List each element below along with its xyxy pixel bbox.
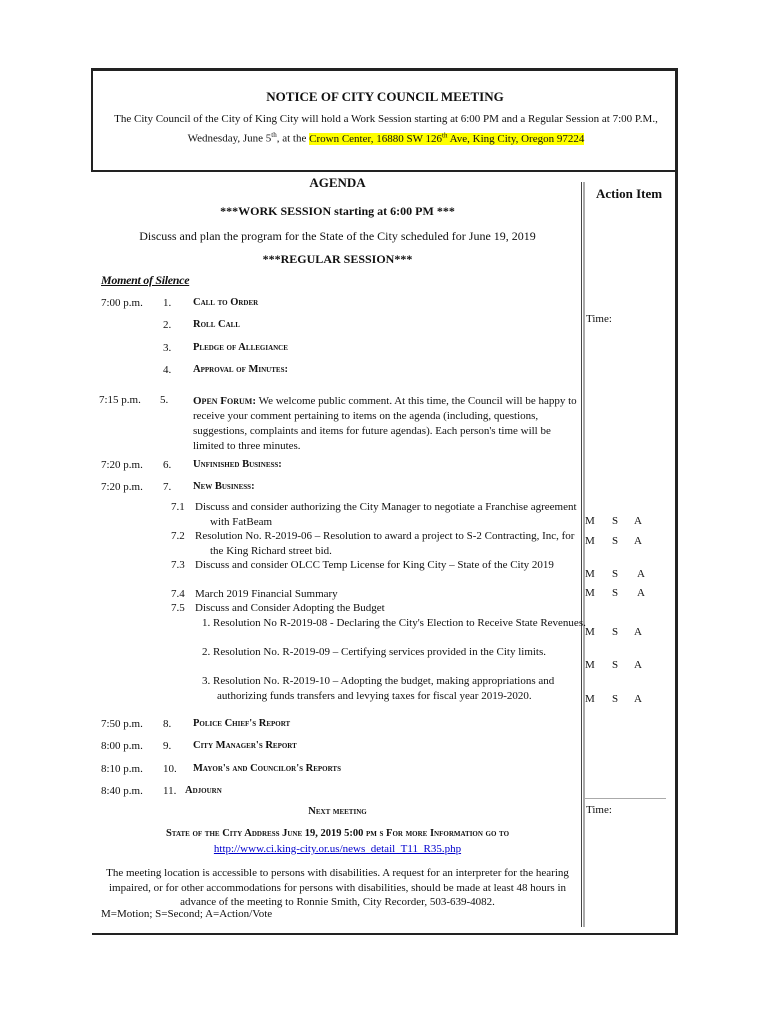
meeting-location	[309, 133, 584, 145]
item-6-label: Unfinished Business:	[193, 459, 282, 470]
motion-mark: M	[585, 515, 595, 527]
item-11-label: Adjourn	[185, 785, 222, 796]
item-1-number: 1.	[163, 297, 172, 309]
location-suffix: th	[442, 131, 448, 139]
item-5-time: 7:15 p.m.	[99, 394, 141, 406]
work-session-description: Discuss and plan the program for the State of the City scheduled for June 19, 2019	[139, 229, 536, 243]
item-5-text: We welcome public comment. At this time, the Council will be happy to receive your comment pertaining to items on the agenda (including, questions, suggestions, complaints and items for future agendas). Each person's time will be limited to three minutes.	[193, 395, 577, 452]
item-6-number: 6.	[163, 459, 172, 471]
location-city: Ave, King City, Oregon 97224	[447, 132, 585, 145]
item-9-label: City Manager's Report	[193, 740, 297, 751]
item-8-label: Police Chief's Report	[193, 718, 291, 729]
sub-7-5-number: 7.5	[171, 602, 185, 614]
sub-7-3-number: 7.3	[171, 559, 185, 571]
sub-7-1-text: Discuss and consider authorizing the City Manager to negotiate a Franchise agreement with FatBeam	[195, 501, 577, 528]
action-mark: A	[634, 626, 642, 638]
motion-mark: M	[585, 659, 595, 671]
sub-7-2-number: 7.2	[171, 530, 185, 542]
item-5-number: 5.	[160, 394, 169, 406]
work-session-title: ***WORK SESSION starting at 6:00 PM ***	[220, 204, 455, 218]
motion-mark: M	[585, 568, 595, 580]
item-9-number: 9.	[163, 740, 172, 752]
header-divider	[93, 170, 675, 172]
action-divider	[584, 798, 666, 799]
motion-mark: M	[585, 587, 595, 599]
sub-7-5-text: Discuss and Consider Adopting the Budget	[195, 602, 385, 614]
item-2-label: Roll Call	[193, 319, 240, 330]
notice-title: NOTICE OF CITY COUNCIL MEETING	[266, 89, 504, 104]
item-10-time: 8:10 p.m.	[101, 763, 143, 775]
agenda-title: AGENDA	[309, 175, 366, 190]
sub-7-2-text: Resolution No. R-2019-06 – Resolution to award a project to S-2 Contracting, Inc, for the King Richard street bid.	[195, 530, 575, 557]
sub-7-3-text: Discuss and consider OLCC Temp License for King City – State of the City 2019	[195, 559, 554, 571]
vote-legend: M=Motion; S=Second; A=Action/Vote	[101, 908, 273, 920]
regular-session-title: ***REGULAR SESSION***	[262, 252, 413, 266]
notice-date-suffix: th	[271, 131, 277, 139]
frame-left-edge	[91, 68, 93, 172]
time-field-1: Time:	[586, 313, 612, 325]
sub-7-4-number: 7.4	[171, 588, 185, 600]
time-field-2: Time:	[586, 804, 612, 816]
item-11-time: 8:40 p.m.	[101, 785, 143, 797]
item-3-label: Pledge of Allegiance	[193, 342, 288, 353]
sub-7-4-text: March 2019 Financial Summary	[195, 588, 338, 600]
item-7-number: 7.	[163, 481, 172, 493]
notice-body-text: The City Council of the City of King City will hold a Work Session starting at 6:00 PM and a Regular Session at 7:00 P.M., Wednesday, June 5	[114, 113, 658, 145]
notice-body	[104, 111, 668, 147]
item-4-label: Approval of Minutes:	[193, 364, 288, 375]
item-8-time: 7:50 p.m.	[101, 718, 143, 730]
action-item-header: Action Item	[596, 186, 663, 201]
motion-mark: M	[585, 626, 595, 638]
resolution-2: 2. Resolution No. R-2019-09 – Certifying services provided in the City limits.	[202, 646, 547, 658]
second-mark: S	[612, 659, 619, 671]
resolution-3: 3. Resolution No. R-2019-10 – Adopting the budget, making appropriations and authorizing funds transfers and levying taxes for fiscal year 2019-2020.	[202, 675, 555, 702]
sub-7-1-number: 7.1	[171, 501, 185, 513]
item-10-label: Mayor's and Councilor's Reports	[193, 763, 341, 774]
resolution-1: 1. Resolution No R-2019-08 - Declaring the City's Election to Receive State Revenues.	[202, 617, 586, 629]
item-1-time: 7:00 p.m.	[101, 297, 143, 309]
motion-mark: M	[585, 693, 595, 705]
item-2-number: 2.	[163, 319, 172, 331]
item-7-time: 7:20 p.m.	[101, 481, 143, 493]
item-5-label: Open Forum:	[193, 395, 257, 407]
action-mark: A	[637, 568, 645, 580]
action-mark: A	[634, 515, 642, 527]
action-mark: A	[634, 693, 642, 705]
item-1-label: Call to Order	[193, 297, 259, 308]
more-info-link[interactable]: http://www.ci.king-city.or.us/news_detail_T11_R35.php	[213, 843, 462, 855]
open-forum	[193, 394, 578, 454]
item-8-number: 8.	[163, 718, 172, 730]
next-meeting-details: State of the City Address June 19, 2019 5:00 pm s For more Information go to	[165, 828, 510, 839]
motion-mark: M	[585, 535, 595, 547]
action-mark: A	[637, 587, 645, 599]
second-mark: S	[612, 693, 619, 705]
location-street: Crown Center, 16880 SW 126	[309, 132, 443, 145]
item-6-time: 7:20 p.m.	[101, 459, 143, 471]
item-9-time: 8:00 p.m.	[101, 740, 143, 752]
item-7-label: New Business:	[193, 481, 255, 492]
second-mark: S	[612, 568, 619, 580]
moment-of-silence: Moment of Silence	[101, 273, 190, 287]
second-mark: S	[612, 515, 619, 527]
action-mark: A	[634, 659, 642, 671]
item-10-number: 10.	[163, 763, 177, 775]
accessibility-notice: The meeting location is accessible to persons with disabilities. A request for an interpreter for the hearing impaired, or for other accommodations for persons with disabilities, should be made at least 48 hours in advance of the meeting to Ronnie Smith, City Recorder, 503-639-4082.	[106, 867, 569, 908]
item-4-number: 4.	[163, 364, 172, 376]
second-mark: S	[612, 535, 619, 547]
action-mark: A	[634, 535, 642, 547]
second-mark: S	[612, 587, 619, 599]
next-meeting-heading: Next meeting	[308, 806, 367, 817]
notice-body-mid: , at the	[276, 132, 310, 145]
item-3-number: 3.	[163, 342, 172, 354]
item-11-number: 11.	[163, 785, 177, 797]
second-mark: S	[612, 626, 619, 638]
